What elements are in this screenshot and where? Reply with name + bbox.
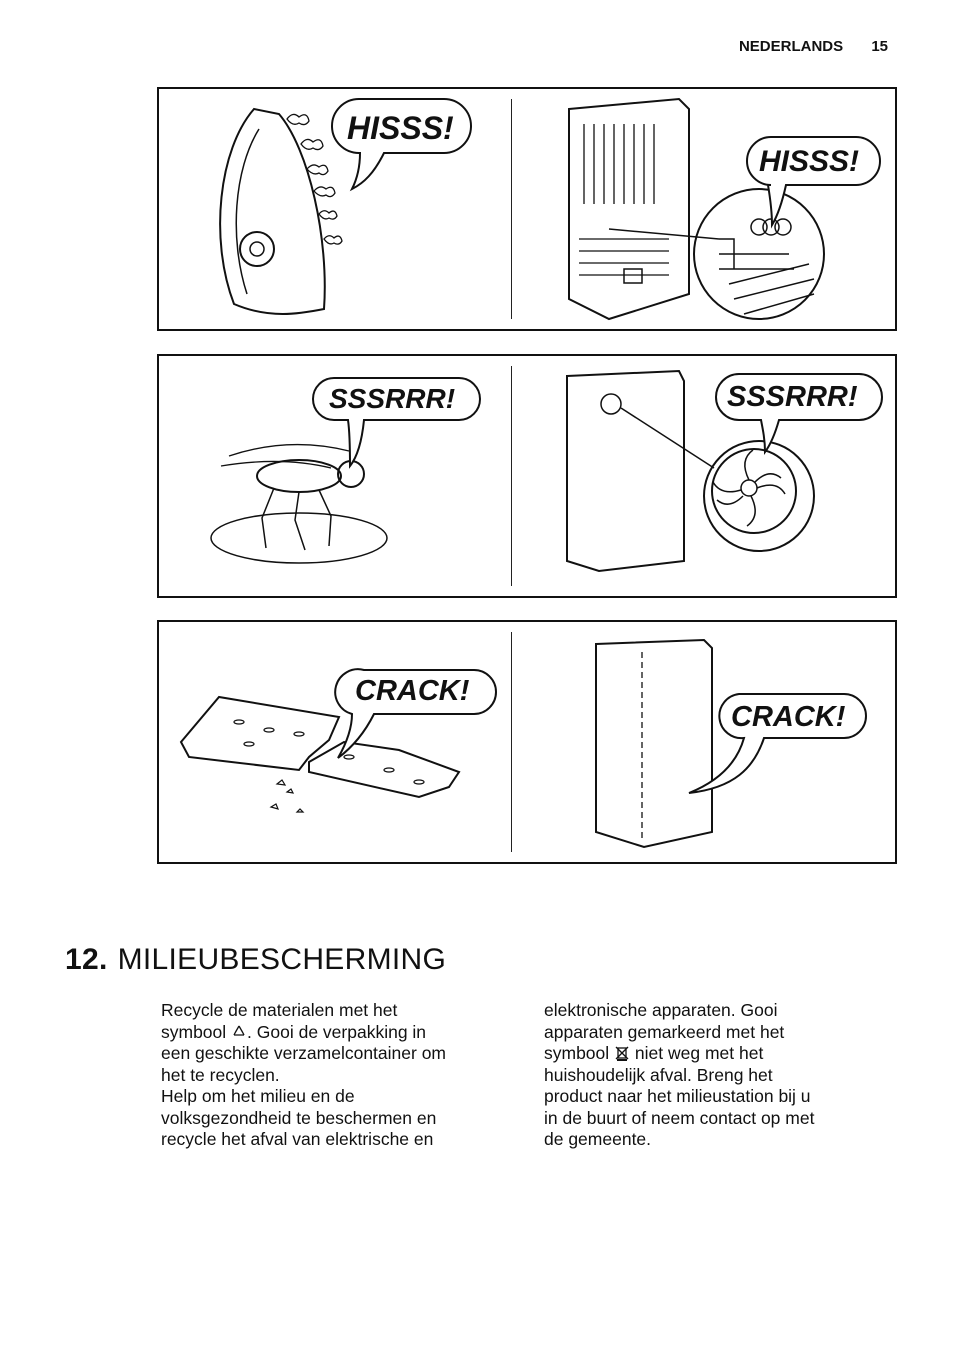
- recycle-icon: [231, 1024, 247, 1040]
- fly-icon: [159, 356, 897, 598]
- noise-panel-crack: [157, 620, 897, 864]
- text-line: een geschikte verzamelcontainer om: [161, 1043, 447, 1063]
- crossed-bin-icon: [614, 1045, 630, 1061]
- section-number: 12.: [65, 943, 108, 976]
- section-title-text: MILIEUBESCHERMING: [117, 943, 447, 976]
- text-line: elektronische apparaten. Gooi: [544, 1000, 778, 1020]
- right-column-text: [544, 1000, 864, 1151]
- left-caption: HISSS!: [347, 110, 454, 146]
- right-caption: CRACK!: [731, 701, 846, 733]
- text-line: Recycle de materialen met het: [161, 1000, 398, 1020]
- text-line: apparaten gemarkeerd met het: [544, 1021, 785, 1042]
- text-line: recycle het afval van elektrische en: [161, 1129, 434, 1149]
- noise-panel-buzz: [157, 354, 897, 598]
- text-line: het te recyclen.: [161, 1064, 280, 1085]
- text-fragment: symbool: [544, 1043, 610, 1063]
- text-fragment: symbool: [161, 1021, 227, 1042]
- text-line: product naar het milieustation bij u: [544, 1086, 811, 1106]
- steam-iron-icon: [159, 89, 897, 331]
- text-line: volksgezondheid te beschermen en: [161, 1107, 437, 1128]
- text-line: [544, 1043, 864, 1065]
- text-fragment: niet weg met het: [634, 1043, 764, 1063]
- left-column-text: [161, 1000, 481, 1151]
- page-number: 15: [871, 38, 888, 55]
- text-line: in de buurt of neem contact op met: [544, 1107, 815, 1128]
- page-header: [739, 38, 888, 55]
- left-caption: SSSRRR!: [329, 383, 456, 414]
- text-line: de gemeente.: [544, 1129, 652, 1149]
- text-fragment: . Gooi de verpakking in: [247, 1021, 427, 1042]
- right-caption: HISSS!: [759, 145, 860, 178]
- left-caption: CRACK!: [355, 675, 470, 707]
- text-line: huishoudelijk afval. Breng het: [544, 1064, 773, 1085]
- header-language: NEDERLANDS: [738, 38, 844, 55]
- noise-panel-hiss: [157, 87, 897, 331]
- text-line: Help om het milieu en de: [161, 1086, 355, 1106]
- right-caption: SSSRRR!: [727, 381, 858, 413]
- cracked-ice-icon: [159, 622, 897, 864]
- section-title: [65, 943, 446, 977]
- text-line: [161, 1022, 481, 1044]
